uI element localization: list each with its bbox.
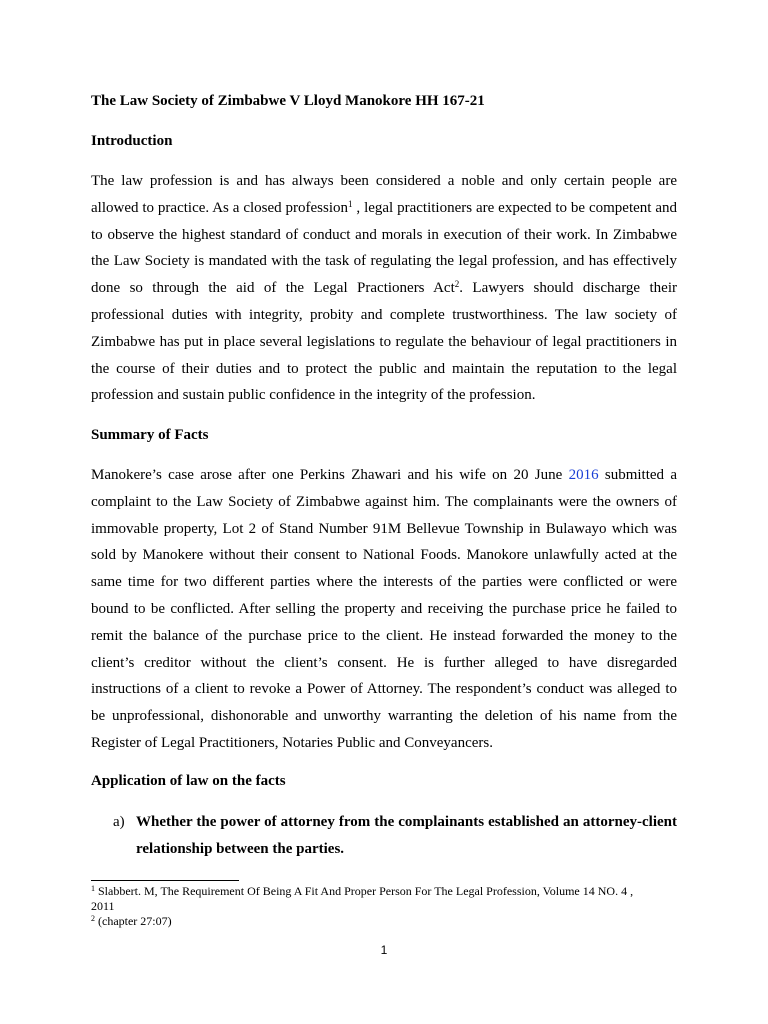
text-run: allowed to practice. As a closed profession: [91, 199, 349, 216]
footnote-ref-2[interactable]: 2: [454, 279, 460, 290]
footnote-separator: [91, 880, 239, 881]
text-run: . Lawyers should discharge their: [459, 280, 677, 297]
paragraph-line: professional duties with integrity, probity and complete trustworthiness. The law society of: [91, 306, 677, 323]
paragraph-line: [91, 462, 677, 489]
paragraph-line: sold by Manokere without their consent to National Foods. Manokore unlawfully acted at the: [91, 547, 677, 564]
paragraph-line: Zimbabwe has put in place several legislations to regulate the behaviour of legal practitioners in: [91, 333, 677, 350]
footnotes: [91, 884, 677, 929]
paragraph-line: immovable property, Lot 2 of Stand Number 91M Bellevue Township in Bulawayo which was: [91, 520, 677, 537]
application-heading: Application of law on the facts: [91, 773, 286, 789]
paragraph-line: remit the balance of the purchase price to the client. He instead forwarded the money to the: [91, 627, 677, 644]
footnote-ref-1[interactable]: 1: [348, 198, 353, 209]
document-title: The Law Society of Zimbabwe V Lloyd Manokore HH 167-21: [91, 93, 485, 109]
footnote-text: (chapter 27:07): [95, 914, 172, 928]
paragraph-line: [91, 195, 677, 222]
paragraph-line: Register of Legal Practitioners, Notaries Public and Conveyancers.: [91, 734, 493, 751]
paragraph-line: the Law Society is mandated with the task of regulating the legal profession, and has effectively: [91, 253, 677, 270]
footnote-1-continued: [91, 899, 677, 914]
paragraph-line: profession and sustain public confidence in the integrity of the profession.: [91, 387, 536, 404]
paragraph-line: same time for two different parties where the interests of the parties were conflicted or were: [91, 574, 677, 591]
list-item-line: relationship between the parties.: [136, 841, 345, 857]
introduction-paragraph: [91, 168, 677, 409]
text-run: done so through the aid of the Legal Practioners Act: [91, 280, 455, 297]
footnote-2: [91, 914, 677, 929]
summary-paragraph: [91, 462, 677, 757]
list-item-text: [136, 809, 677, 863]
paragraph-line: [91, 275, 677, 302]
list-marker: a): [113, 814, 125, 830]
page-number: 1: [380, 943, 388, 957]
list-item-line: Whether the power of attorney from the complainants established an attorney-client: [136, 814, 677, 830]
paragraph-line: bound to be conflicted. After selling the property and receiving the purchase price he failed to: [91, 600, 677, 617]
text-run: submitted a: [598, 467, 677, 483]
paragraph-line: complaint to the Law Society of Zimbabwe against him. The complainants were the owners of: [91, 493, 677, 510]
summary-heading: Summary of Facts: [91, 427, 209, 443]
introduction-heading: Introduction: [91, 133, 173, 149]
text-run: , legal practitioners are expected to be competent and: [352, 199, 677, 216]
footnote-number: 2: [91, 914, 95, 923]
text-run: Manokere’s case arose after one Perkins Zhawari and his wife on 20 June: [91, 467, 569, 483]
paragraph-line: instructions of a client to revoke a Power of Attorney. The respondent’s conduct was alleged to: [91, 681, 677, 698]
paragraph-line: The law profession is and has always been considered a noble and only certain people are: [91, 173, 677, 189]
paragraph-line: to observe the highest standard of conduct and morals in execution of their work. In Zimbabwe: [91, 226, 677, 243]
footnote-1: [91, 884, 677, 899]
footnote-text: Slabbert. M, The Requirement Of Being A Fit And Proper Person For The Legal Profession, Volume 14 NO. 4 ,: [95, 884, 634, 898]
year-link[interactable]: 2016: [568, 467, 599, 483]
paragraph-line: the course of their duties and to protect the public and maintain the reputation to the legal: [91, 360, 677, 377]
footnote-number: 1: [91, 884, 95, 893]
paragraph-line: be unprofessional, dishonorable and unworthy warranting the deletion of his name from the: [91, 708, 677, 725]
footnote-text: 2011: [91, 899, 115, 913]
paragraph-line: client’s creditor without the client’s consent. He is further alleged to have disregarded: [91, 654, 677, 671]
